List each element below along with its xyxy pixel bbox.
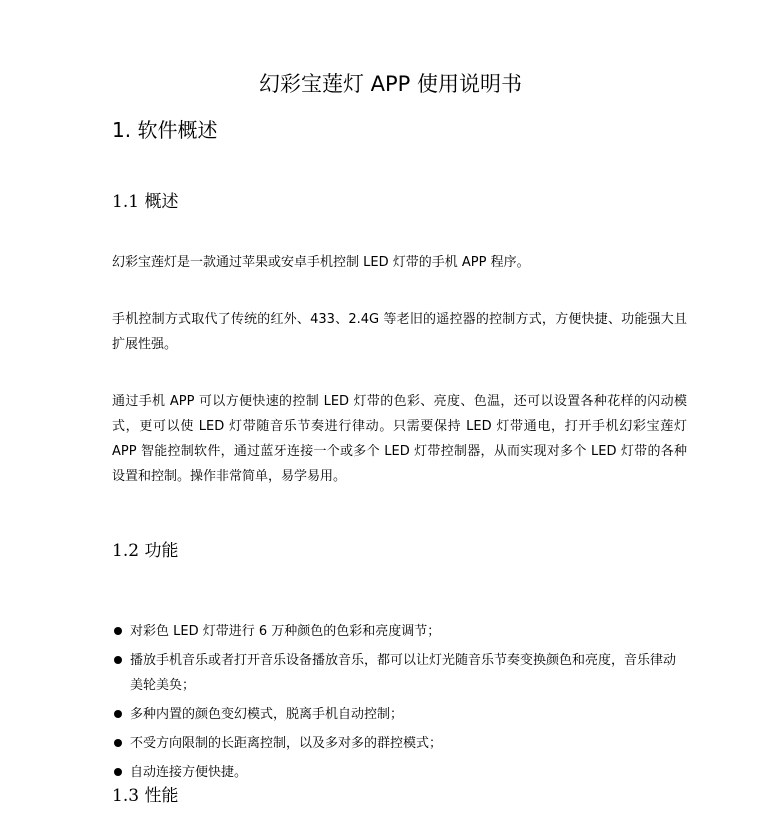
feature-list: [112, 619, 687, 789]
section-1-1-heading: 1.1 概述: [112, 192, 179, 212]
bullet-icon: [114, 656, 122, 664]
feature-text: 自动连接方便快捷。: [130, 765, 248, 780]
section-1-2-heading: 1.2 功能: [112, 541, 179, 561]
section-1-heading: 1. 软件概述: [112, 118, 218, 142]
overview-paragraph-3: 通过手机 APP 可以方便快速的控制 LED 灯带的色彩、亮度、色温，还可以设置各种花样的闪动模式，更可以使 LED 灯带随音乐节奏进行律动。只需要保持 LED 灯带通电，打开手机幻彩宝莲灯 APP 智能控制软件，通过蓝牙连接一个或多个 LED 灯带控制器，从而实现对多个 LED 灯带的各种设置和控制。操作非常简单，易学易用。: [112, 394, 687, 484]
list-item: [112, 648, 687, 698]
list-item: [112, 760, 687, 785]
section-1-3-heading: 1.3 性能: [112, 786, 179, 806]
feature-text: 对彩色 LED 灯带进行 6 万种颜色的色彩和亮度调节；: [130, 624, 441, 639]
bullet-icon: [114, 710, 122, 718]
overview-paragraph-1: 幻彩宝莲灯是一款通过苹果或安卓手机控制 LED 灯带的手机 APP 程序。: [112, 255, 530, 270]
bullet-icon: [114, 739, 122, 747]
feature-text: 播放手机音乐或者打开音乐设备播放音乐，都可以让灯光随音乐节奏变换颜色和亮度，音乐律动美轮美奂；: [130, 653, 677, 693]
list-item: [112, 731, 687, 756]
document-title: 幻彩宝莲灯 APP 使用说明书: [258, 72, 523, 96]
feature-text: 不受方向限制的长距离控制，以及多对多的群控模式；: [130, 736, 443, 751]
list-item: [112, 619, 687, 644]
bullet-icon: [114, 768, 122, 776]
feature-text: 多种内置的颜色变幻模式，脱离手机自动控制；: [130, 707, 404, 722]
list-item: [112, 702, 687, 727]
bullet-icon: [114, 627, 122, 635]
overview-paragraph-2: 手机控制方式取代了传统的红外、433、2.4G 等老旧的遥控器的控制方式，方便快捷、功能强大且扩展性强。: [112, 312, 687, 352]
